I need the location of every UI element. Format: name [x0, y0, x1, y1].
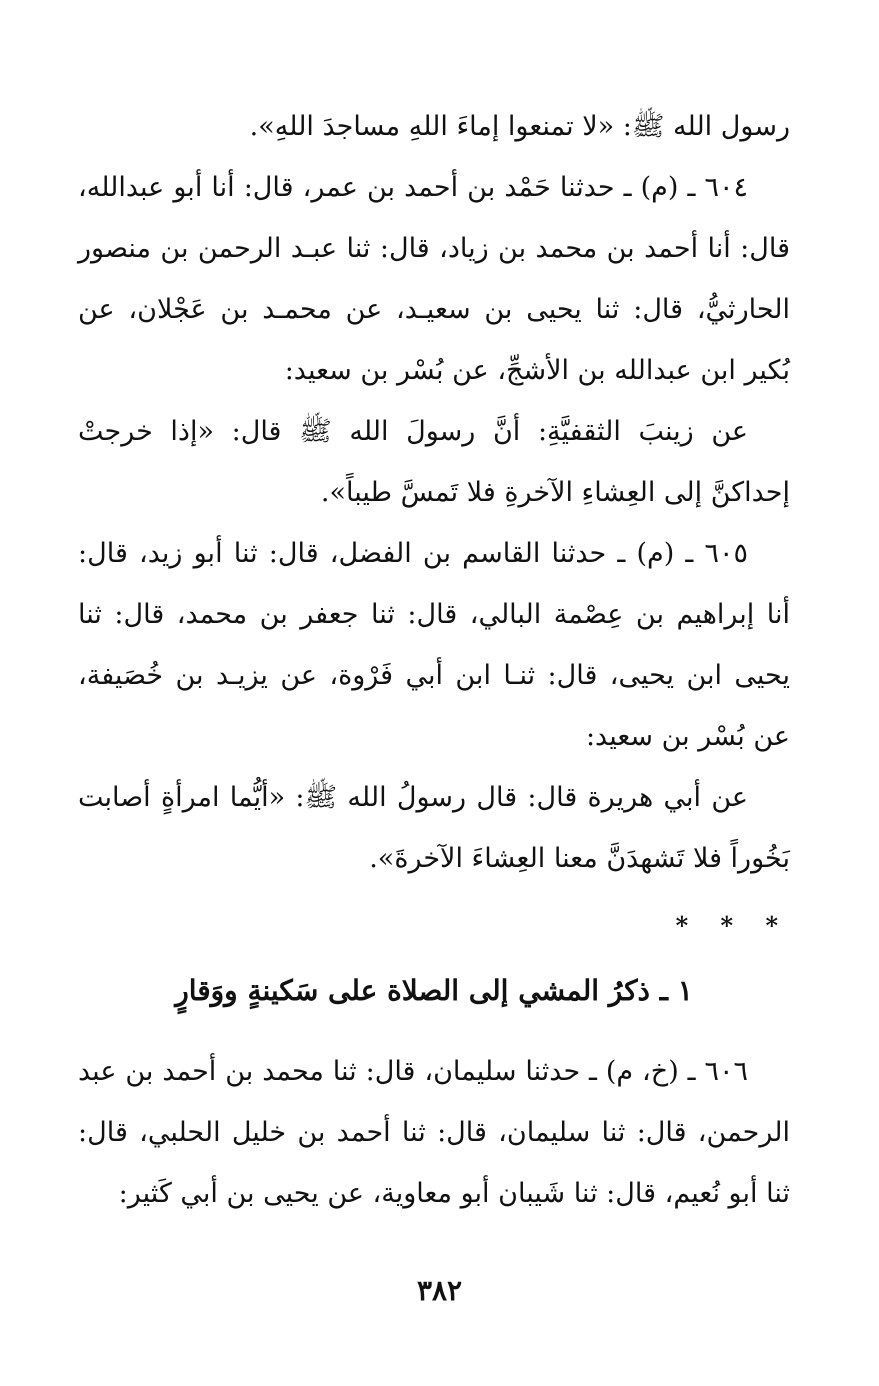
section-heading: ١ ـ ذكرُ المشي إلى الصلاة على سَكينةٍ ووَقارٍ: [175, 974, 693, 1007]
book-page: [78, 96, 790, 1336]
page-number: ٣٨٢: [416, 1274, 463, 1307]
paragraph-p-605-isnad: ٦٠٥ ـ (م) ـ حدثنا القاسم بن الفضل، قال: ثنا أبو زيد، قال: أنا إبراهيم بن عِصْمة البالي، قال: ثنا جعفر بن محمد، قال: ثنا يحيى ابن يحيى، قال: ثنـا ابن أبي فَرْوة، عن يزيـد بن خُصَيفة، عن بُسْر بن سعيد:: [78, 538, 790, 752]
section-divider: * * *: [675, 911, 790, 940]
paragraph-p-604-matn: عن زينبَ الثقفيَّةِ: أنَّ رسولَ الله ﷺ قال: «إذا خرجتْ إحداكنَّ إلى العِشاءِ الآخرةِ فلا تَمسَّ طيباً».: [78, 416, 790, 508]
top-text-block: [78, 96, 790, 889]
paragraph-p-continuation: رسول الله ﷺ: «لا تمنعوا إماءَ اللهِ مساجدَ اللهِ».: [249, 111, 790, 142]
bottom-text-block: [78, 1041, 790, 1224]
paragraph-p-604-isnad: ٦٠٤ ـ (م) ـ حدثنا حَمْد بن أحمد بن عمر، قال: أنا أبو عبدالله، قال: أنا أحمد بن محمد بن زياد، قال: ثنا عبـد الرحمن بن منصور الحارثيُّ، قال: ثنا يحيى بن سعيـد، عن محمـد بن عَجْلان، عن بُكير ابن عبدالله بن الأشجِّ، عن بُسْر بن سعيد:: [78, 172, 790, 386]
paragraph-p-606-isnad: ٦٠٦ ـ (خ، م) ـ حدثنا سليمان، قال: ثنا محمد بن أحمد بن عبد الرحمن، قال: ثنا سليمان، قال: ثنا أحمد بن خليل الحلبي، قال: ثنا أبو نُعيم، قال: ثنا شَيبان أبو معاوية، عن يحيى بن أبي كَثير:: [78, 1056, 790, 1209]
paragraph-p-605-matn: عن أبي هريرة قال: قال رسولُ الله ﷺ: «أيُّما امرأةٍ أصابت بَخُوراً فلا تَشهدَنَّ معنا العِشاءَ الآخرةَ».: [78, 782, 790, 874]
